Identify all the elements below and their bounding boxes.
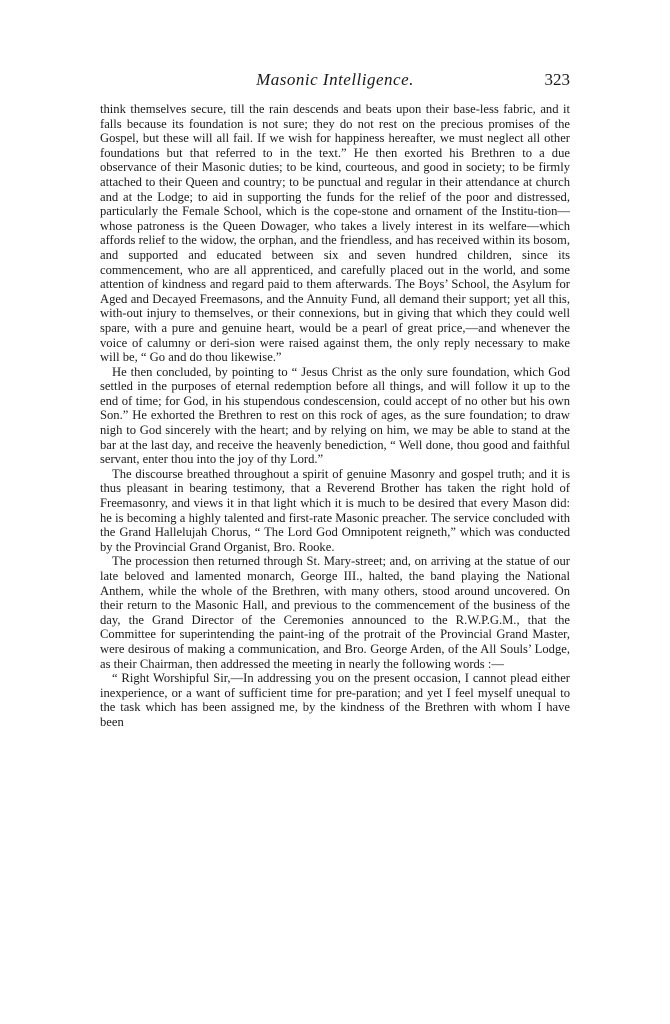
paragraph-5: “ Right Worshipful Sir,—In addressing you on the present occasion, I cannot plead either inexperience, or a want of sufficient time for pre-paration; and yet I feel myself unequal to the task which has been assigned me, by the kindness of the Brethren with whom I have been xyxy=(100,671,570,729)
page-header xyxy=(100,70,570,98)
running-title: Masonic Intelligence. xyxy=(256,70,414,89)
page-number: 323 xyxy=(544,70,570,89)
book-page xyxy=(100,70,570,730)
paragraph-1: think themselves secure, till the rain descends and beats upon their base-less fabric, and it falls because its foundation is not sure; they do not rest on the precious promises of the Gospel, but these will all fail. If we wish for happiness hereafter, we must neglect all other foundations but that referred to in the text.” He then exorted his Brethren to a due observance of their Masonic duties; to be kind, courteous, and good in society; to be firmly attached to their Queen and country; to be punctual and regular in their attendance at church and at the Lodge; to aid in supporting the funds for the relief of the poor and distressed, particularly the Female School, which is the cope-stone and ornament of the Institu-tion—whose patroness is the Queen Dowager, who takes a lively interest in its welfare—which affords relief to the widow, the orphan, and the friendless, and has received within its bosom, and supported and educated between six and seven hundred children, since its commencement, who are all apprenticed, and carefully placed out in the world, and some attention of kindness and regard paid to them afterwards. The Boys’ School, the Asylum for Aged and Decayed Freemasons, and the Annuity Fund, all demand their support; yet all this, with-out injury to themselves, or their connexions, but in giving that which they could well spare, with a pure and genuine heart, would be a pearl of great price,—and whenever the voice of calumny or deri-sion were raised against them, the only reply necessary to make will be, “ Go and do thou likewise.” xyxy=(100,102,570,365)
body-text xyxy=(100,102,570,730)
paragraph-3: The discourse breathed throughout a spirit of genuine Masonry and gospel truth; and it is thus pleasant in bearing testimony, that a Reverend Brother has taken the right hold of Freemasonry, and views it in that light which it is much to be desired that every Mason did: he is becoming a highly talented and first-rate Masonic preacher. The service concluded with the Grand Hallelujah Chorus, “ The Lord God Omnipotent reigneth,” which was conducted by the Provincial Grand Organist, Bro. Rooke. xyxy=(100,466,570,554)
paragraph-4: The procession then returned through St. Mary-street; and, on arriving at the statue of our late beloved and lamented monarch, George III., halted, the band playing the National Anthem, while the whole of the Brethren, with many others, stood around uncovered. On their return to the Masonic Hall, and previous to the commencement of the business of the day, the Grand Director of the Ceremonies announced to the R.W.P.G.M., that the Committee for superintending the paint-ing of the protrait of the Provincial Grand Master, were desirous of making a communication, and Bro. George Arden, of the All Souls’ Lodge, as their Chairman, then addressed the meeting in nearly the following words :— xyxy=(100,554,570,671)
paragraph-2: He then concluded, by pointing to “ Jesus Christ as the only sure foundation, which God settled in the purposes of eternal redemption before all things, and will follow it up to the end of time; for God, in his stupendous condescension, could accept of no other but his own Son.” He exhorted the Brethren to rest on this rock of ages, as the sure foundation; to draw nigh to God sincerely with the heart; and by relying on him, we may be able to stand at the bar at the last day, and receive the heavenly benediction, “ Well done, thou good and faithful servant, enter thou into the joy of thy Lord.” xyxy=(100,364,570,467)
